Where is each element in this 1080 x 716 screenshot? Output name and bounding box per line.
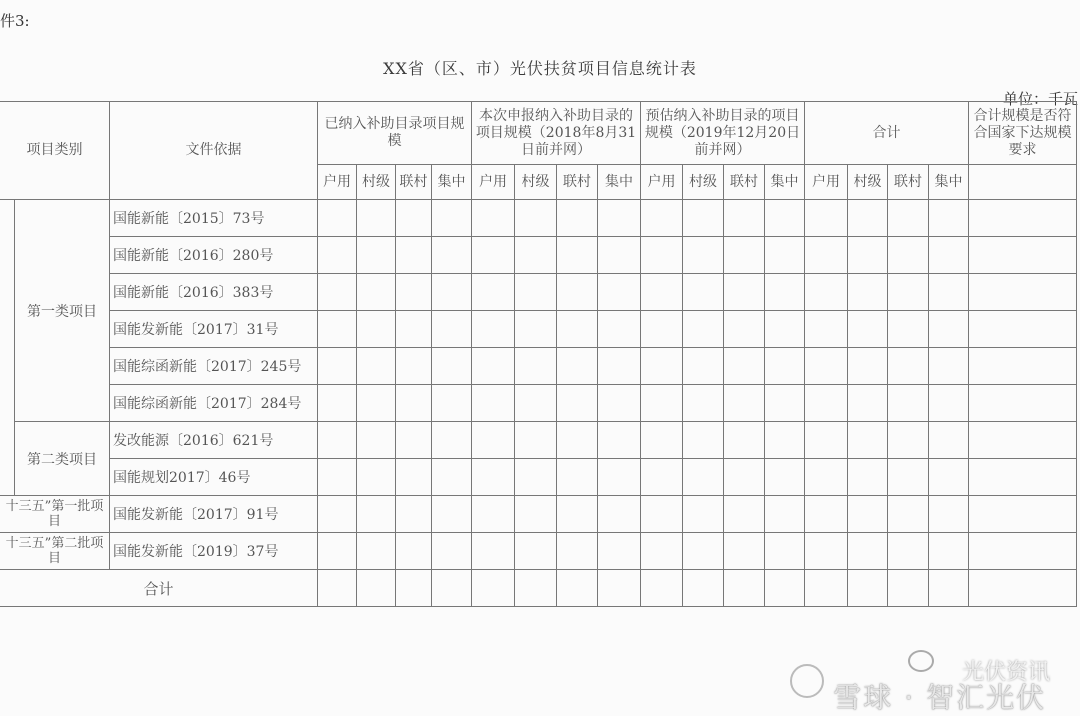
value-cell bbox=[318, 311, 357, 348]
value-cell bbox=[848, 311, 888, 348]
value-cell bbox=[396, 422, 432, 459]
value-cell bbox=[432, 385, 472, 422]
value-cell bbox=[724, 200, 765, 237]
document-reference: 国能新能〔2015〕73号 bbox=[110, 200, 318, 237]
value-cell bbox=[598, 459, 641, 496]
value-cell bbox=[641, 274, 683, 311]
value-cell bbox=[598, 274, 641, 311]
statistics-table bbox=[0, 101, 1077, 607]
total-label: 合计 bbox=[0, 570, 318, 607]
value-cell bbox=[472, 533, 515, 570]
sub-header-centralized: 集中 bbox=[765, 165, 805, 200]
value-cell bbox=[929, 496, 969, 533]
value-cell bbox=[357, 385, 396, 422]
value-cell bbox=[357, 459, 396, 496]
value-cell bbox=[805, 459, 848, 496]
sub-header-village: 村级 bbox=[515, 165, 557, 200]
value-cell bbox=[888, 237, 929, 274]
value-cell bbox=[357, 348, 396, 385]
value-cell bbox=[888, 348, 929, 385]
document-reference: 国能新能〔2016〕383号 bbox=[110, 274, 318, 311]
value-cell bbox=[724, 274, 765, 311]
table-row bbox=[0, 348, 1077, 385]
value-cell bbox=[557, 459, 598, 496]
value-cell bbox=[515, 533, 557, 570]
value-cell bbox=[318, 348, 357, 385]
value-cell bbox=[765, 348, 805, 385]
sub-header-centralized: 集中 bbox=[598, 165, 641, 200]
sub-header-village: 村级 bbox=[683, 165, 724, 200]
value-cell bbox=[318, 200, 357, 237]
value-cell bbox=[598, 385, 641, 422]
value-cell bbox=[805, 533, 848, 570]
value-cell bbox=[432, 496, 472, 533]
value-cell bbox=[929, 311, 969, 348]
value-cell bbox=[557, 422, 598, 459]
value-cell bbox=[724, 237, 765, 274]
value-cell bbox=[805, 237, 848, 274]
table-row bbox=[0, 533, 1077, 570]
header-group-total: 合计 bbox=[805, 102, 969, 165]
value-cell bbox=[848, 348, 888, 385]
value-cell bbox=[318, 459, 357, 496]
value-cell bbox=[515, 385, 557, 422]
value-cell bbox=[683, 533, 724, 570]
value-cell bbox=[432, 348, 472, 385]
document-reference: 发改能源〔2016〕621号 bbox=[110, 422, 318, 459]
value-cell bbox=[641, 311, 683, 348]
sub-header-village: 村级 bbox=[357, 165, 396, 200]
value-cell bbox=[724, 348, 765, 385]
value-cell bbox=[969, 422, 1077, 459]
value-cell bbox=[432, 533, 472, 570]
value-cell bbox=[557, 348, 598, 385]
value-cell bbox=[472, 570, 515, 607]
value-cell bbox=[929, 274, 969, 311]
xueqiu-logo-icon bbox=[790, 664, 824, 698]
value-cell bbox=[724, 422, 765, 459]
value-cell bbox=[888, 274, 929, 311]
value-cell bbox=[557, 385, 598, 422]
value-cell bbox=[848, 459, 888, 496]
value-cell bbox=[557, 533, 598, 570]
value-cell bbox=[805, 200, 848, 237]
value-cell bbox=[724, 385, 765, 422]
value-cell bbox=[929, 570, 969, 607]
wechat-account-watermark: 光伏资讯 bbox=[961, 660, 1050, 685]
table-row bbox=[0, 274, 1077, 311]
table-row bbox=[0, 422, 1077, 459]
value-cell bbox=[396, 496, 432, 533]
value-cell bbox=[432, 570, 472, 607]
value-cell bbox=[432, 311, 472, 348]
wechat-icon bbox=[908, 650, 934, 672]
value-cell bbox=[557, 311, 598, 348]
value-cell bbox=[848, 422, 888, 459]
document-reference: 国能发新能〔2017〕91号 bbox=[110, 496, 318, 533]
value-cell bbox=[598, 570, 641, 607]
value-cell bbox=[396, 385, 432, 422]
value-cell bbox=[598, 237, 641, 274]
table-row bbox=[0, 237, 1077, 274]
value-cell bbox=[598, 348, 641, 385]
value-cell bbox=[515, 348, 557, 385]
watermark-text: 雪球 · 智汇光伏 bbox=[833, 681, 1046, 714]
document-reference: 国能综函新能〔2017〕284号 bbox=[110, 385, 318, 422]
header-category: 项目类别 bbox=[0, 102, 110, 200]
value-cell bbox=[888, 570, 929, 607]
table-row bbox=[0, 459, 1077, 496]
category-13th-five-year-batch-2: 十三五”第二批项目 bbox=[0, 533, 110, 570]
value-cell bbox=[318, 570, 357, 607]
table-row bbox=[0, 496, 1077, 533]
category-second-class: 第二类项目 bbox=[15, 422, 110, 496]
value-cell bbox=[472, 274, 515, 311]
sub-header-household: 户用 bbox=[805, 165, 848, 200]
value-cell bbox=[848, 274, 888, 311]
value-cell bbox=[641, 496, 683, 533]
sub-header-joint-village: 联村 bbox=[396, 165, 432, 200]
value-cell bbox=[765, 200, 805, 237]
value-cell bbox=[515, 422, 557, 459]
document-reference: 国能新能〔2016〕280号 bbox=[110, 237, 318, 274]
value-cell bbox=[318, 496, 357, 533]
value-cell bbox=[357, 237, 396, 274]
value-cell bbox=[318, 274, 357, 311]
value-cell bbox=[396, 237, 432, 274]
value-cell bbox=[683, 348, 724, 385]
value-cell bbox=[969, 311, 1077, 348]
value-cell bbox=[515, 274, 557, 311]
value-cell bbox=[396, 459, 432, 496]
value-cell bbox=[848, 237, 888, 274]
value-cell bbox=[357, 570, 396, 607]
value-cell bbox=[848, 533, 888, 570]
table-row bbox=[0, 311, 1077, 348]
value-cell bbox=[641, 570, 683, 607]
value-cell bbox=[432, 200, 472, 237]
value-cell bbox=[683, 570, 724, 607]
value-cell bbox=[472, 311, 515, 348]
value-cell bbox=[472, 422, 515, 459]
value-cell bbox=[557, 274, 598, 311]
sub-header-joint-village: 联村 bbox=[724, 165, 765, 200]
value-cell bbox=[969, 570, 1077, 607]
header-group-included: 已纳入补助目录项目规模 bbox=[318, 102, 472, 165]
value-cell bbox=[765, 274, 805, 311]
value-cell bbox=[724, 533, 765, 570]
page-title: XX省（区、市）光伏扶贫项目信息统计表 bbox=[383, 59, 697, 78]
value-cell bbox=[557, 237, 598, 274]
value-cell bbox=[929, 459, 969, 496]
value-cell bbox=[683, 311, 724, 348]
value-cell bbox=[318, 422, 357, 459]
value-cell bbox=[683, 459, 724, 496]
value-cell bbox=[472, 459, 515, 496]
value-cell bbox=[357, 496, 396, 533]
value-cell bbox=[598, 200, 641, 237]
value-cell bbox=[888, 496, 929, 533]
value-cell bbox=[472, 496, 515, 533]
value-cell bbox=[969, 385, 1077, 422]
value-cell bbox=[598, 422, 641, 459]
value-cell bbox=[515, 496, 557, 533]
value-cell bbox=[969, 237, 1077, 274]
value-cell bbox=[396, 533, 432, 570]
header-document: 文件依据 bbox=[110, 102, 318, 200]
value-cell bbox=[969, 533, 1077, 570]
value-cell bbox=[724, 311, 765, 348]
document-reference: 国能发新能〔2019〕37号 bbox=[110, 533, 318, 570]
sub-header-joint-village: 联村 bbox=[557, 165, 598, 200]
value-cell bbox=[765, 496, 805, 533]
value-cell bbox=[805, 348, 848, 385]
value-cell bbox=[929, 348, 969, 385]
value-cell bbox=[969, 496, 1077, 533]
value-cell bbox=[432, 274, 472, 311]
value-cell bbox=[765, 570, 805, 607]
value-cell bbox=[472, 200, 515, 237]
sub-header-household: 户用 bbox=[641, 165, 683, 200]
value-cell bbox=[805, 274, 848, 311]
value-cell bbox=[641, 385, 683, 422]
value-cell bbox=[432, 422, 472, 459]
value-cell bbox=[683, 237, 724, 274]
value-cell bbox=[848, 200, 888, 237]
value-cell bbox=[396, 274, 432, 311]
value-cell bbox=[848, 570, 888, 607]
value-cell bbox=[969, 348, 1077, 385]
table-row bbox=[0, 200, 1077, 237]
compliance-subheader-cell bbox=[969, 165, 1077, 200]
header-group-applied: 本次申报纳入补助目录的项目规模（2018年8月31日前并网） bbox=[472, 102, 641, 165]
value-cell bbox=[318, 533, 357, 570]
value-cell bbox=[765, 311, 805, 348]
value-cell bbox=[805, 385, 848, 422]
value-cell bbox=[805, 570, 848, 607]
value-cell bbox=[724, 459, 765, 496]
value-cell bbox=[357, 533, 396, 570]
value-cell bbox=[765, 459, 805, 496]
value-cell bbox=[641, 422, 683, 459]
value-cell bbox=[969, 200, 1077, 237]
value-cell bbox=[598, 496, 641, 533]
value-cell bbox=[357, 274, 396, 311]
sub-header-centralized: 集中 bbox=[432, 165, 472, 200]
value-cell bbox=[396, 570, 432, 607]
value-cell bbox=[929, 533, 969, 570]
value-cell bbox=[598, 311, 641, 348]
value-cell bbox=[765, 385, 805, 422]
value-cell bbox=[765, 533, 805, 570]
value-cell bbox=[396, 311, 432, 348]
value-cell bbox=[888, 385, 929, 422]
value-cell bbox=[765, 237, 805, 274]
value-cell bbox=[805, 311, 848, 348]
value-cell bbox=[969, 274, 1077, 311]
document-reference: 国能综函新能〔2017〕245号 bbox=[110, 348, 318, 385]
value-cell bbox=[724, 570, 765, 607]
value-cell bbox=[888, 200, 929, 237]
value-cell bbox=[641, 533, 683, 570]
value-cell bbox=[888, 422, 929, 459]
value-cell bbox=[557, 496, 598, 533]
category-13th-five-year-batch-1: 十三五”第一批项目 bbox=[0, 496, 110, 533]
value-cell bbox=[557, 200, 598, 237]
value-cell bbox=[929, 200, 969, 237]
value-cell bbox=[683, 274, 724, 311]
sub-header-household: 户用 bbox=[472, 165, 515, 200]
value-cell bbox=[318, 385, 357, 422]
value-cell bbox=[357, 200, 396, 237]
value-cell bbox=[357, 311, 396, 348]
value-cell bbox=[929, 422, 969, 459]
table-row bbox=[0, 385, 1077, 422]
value-cell bbox=[888, 533, 929, 570]
sub-header-centralized: 集中 bbox=[929, 165, 969, 200]
attachment-label: 件3: bbox=[0, 12, 30, 30]
value-cell bbox=[515, 311, 557, 348]
value-cell bbox=[683, 496, 724, 533]
value-cell bbox=[683, 385, 724, 422]
value-cell bbox=[472, 237, 515, 274]
value-cell bbox=[598, 533, 641, 570]
value-cell bbox=[888, 459, 929, 496]
value-cell bbox=[396, 348, 432, 385]
value-cell bbox=[765, 422, 805, 459]
value-cell bbox=[396, 200, 432, 237]
document-reference: 国能发新能〔2017〕31号 bbox=[110, 311, 318, 348]
value-cell bbox=[805, 496, 848, 533]
value-cell bbox=[357, 422, 396, 459]
value-cell bbox=[724, 496, 765, 533]
value-cell bbox=[472, 348, 515, 385]
value-cell bbox=[848, 385, 888, 422]
value-cell bbox=[969, 459, 1077, 496]
value-cell bbox=[432, 237, 472, 274]
value-cell bbox=[472, 385, 515, 422]
value-cell bbox=[641, 237, 683, 274]
total-row bbox=[0, 570, 1077, 607]
value-cell bbox=[641, 348, 683, 385]
value-cell bbox=[318, 237, 357, 274]
value-cell bbox=[848, 496, 888, 533]
header-compliance: 合计规模是否符合国家下达规模要求 bbox=[969, 102, 1077, 165]
value-cell bbox=[929, 385, 969, 422]
sub-header-household: 户用 bbox=[318, 165, 357, 200]
outer-category-cell bbox=[0, 200, 15, 496]
sub-header-joint-village: 联村 bbox=[888, 165, 929, 200]
value-cell bbox=[641, 459, 683, 496]
value-cell bbox=[805, 422, 848, 459]
sub-header-village: 村级 bbox=[848, 165, 888, 200]
value-cell bbox=[683, 422, 724, 459]
value-cell bbox=[515, 237, 557, 274]
header-group-estimated: 预估纳入补助目录的项目规模（2019年12月20日前并网） bbox=[641, 102, 805, 165]
value-cell bbox=[432, 459, 472, 496]
value-cell bbox=[641, 200, 683, 237]
unit-label: 单位：千瓦 bbox=[1002, 90, 1078, 108]
value-cell bbox=[929, 237, 969, 274]
value-cell bbox=[515, 570, 557, 607]
value-cell bbox=[515, 200, 557, 237]
document-reference: 国能规划2017〕46号 bbox=[110, 459, 318, 496]
value-cell bbox=[515, 459, 557, 496]
category-first-class: 第一类项目 bbox=[15, 200, 110, 422]
value-cell bbox=[557, 570, 598, 607]
value-cell bbox=[683, 200, 724, 237]
value-cell bbox=[888, 311, 929, 348]
